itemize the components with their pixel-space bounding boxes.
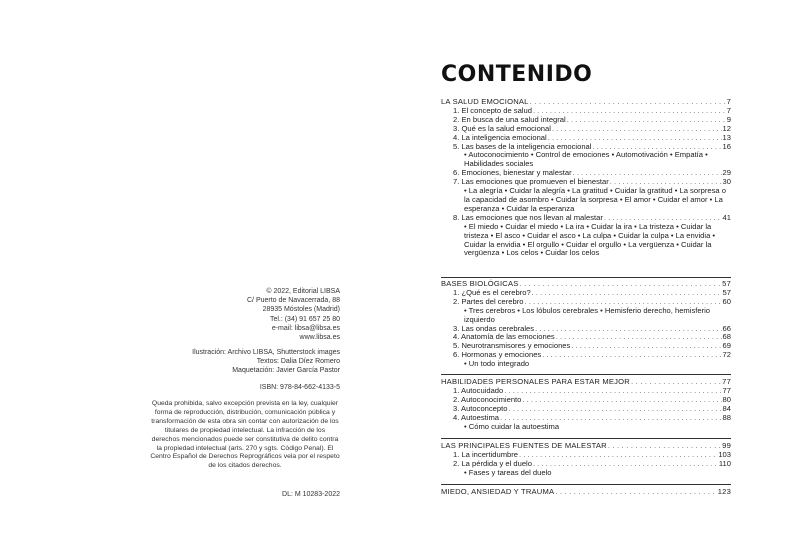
- address-street: C/ Puerto de Navacerrada, 88: [247, 297, 340, 305]
- toc-item[interactable]: 1. El concepto de salud . . . 7: [441, 107, 731, 116]
- toc-item-description: • El miedo • Cuidar el miedo • La ira • Cuidar la ira • La tristeza • Cuidar la tristeza • El asco • Cuidar el asco • La culpa • Cuidar la culpa • La envidia • Cuidar la envidia • El orgullo • Cuidar el orgullo • La vergüenza • Cuidar la vergüenza • Los celos • Cuidar los celos: [464, 221, 716, 258]
- toc-item[interactable]: 4. Autoestima . . . 88: [441, 414, 731, 423]
- toc-section-heading[interactable]: BASES BIOLÓGICAS . . . 57: [441, 280, 731, 289]
- section-divider: [441, 277, 731, 278]
- toc-section-5: [441, 488, 731, 497]
- section-divider: [441, 374, 731, 375]
- toc-item[interactable]: 5. Las bases de la inteligencia emocional . . . 16: [441, 143, 731, 152]
- dl-block: [282, 490, 340, 499]
- toc-section-3: [441, 378, 731, 431]
- toc-item-description: • Cómo cuidar la autoestima: [464, 421, 560, 431]
- toc-item[interactable]: 1. ¿Qué es el cerebro? . . . 57: [441, 289, 731, 298]
- section-divider: [441, 484, 731, 485]
- texts-line: Textos: Dalia Díez Romero: [256, 358, 340, 366]
- toc-item[interactable]: 6. Hormonas y emociones . . . 72: [441, 351, 731, 360]
- toc-section-heading[interactable]: MIEDO, ANSIEDAD Y TRAUMA . . . 123: [441, 488, 731, 497]
- page-title: CONTENIDO: [441, 62, 593, 87]
- toc-item[interactable]: 2. En busca de una salud integral . . . 9: [441, 116, 731, 125]
- toc-section-2: [441, 280, 731, 369]
- toc-item-description: • Fases y tareas del duelo: [464, 467, 552, 477]
- toc-item[interactable]: 3. Autoconcepto . . . 84: [441, 405, 731, 414]
- toc-item[interactable]: 1. La incertidumbre . . . 103: [441, 451, 731, 460]
- email: e-mail: libsa@libsa.es: [271, 324, 340, 332]
- toc-item[interactable]: 8. Las emociones que nos llevan al malestar . . . 41: [441, 214, 731, 223]
- toc-item[interactable]: 5. Neurotransmisores y emociones . . . 69: [441, 342, 731, 351]
- toc-section-heading[interactable]: LA SALUD EMOCIONAL . . . 7: [441, 98, 731, 107]
- toc-item[interactable]: 4. Anatomía de las emociones . . . 68: [441, 333, 731, 342]
- toc-item[interactable]: 2. Partes del cerebro . . . 60: [441, 298, 731, 307]
- legal-notice: Queda prohibida, salvo excepción prevista en la ley, cualquier forma de reproducción, distribución, comunicación pública y transformación de esta obra sin contar con autorización de los titulares de propiedad intelectual. La infracción de los derechos mencionados puede ser constitutiva de delito contra la propiedad intelectual (arts. 270 y sgts. Código Penal). El Centro Español de Derechos Reprográficos vela por el respeto de los citados derechos.: [150, 400, 340, 470]
- toc-section-4: [441, 442, 731, 478]
- address-city: 28935 Móstoles (Madrid): [262, 306, 340, 314]
- isbn: ISBN: 978-84-662-4133-5: [259, 384, 340, 391]
- section-divider: [441, 438, 731, 439]
- illustration-line: Ilustración: Archivo LIBSA, Shutterstock images: [192, 349, 340, 356]
- illustration-credits: [192, 348, 340, 376]
- toc-item[interactable]: 6. Emociones, bienestar y malestar . . . 29: [441, 169, 731, 178]
- toc-item-description: • Autoconocimiento • Control de emociones • Automotivación • Empatía • Habilidades sociales: [464, 150, 708, 169]
- toc-item[interactable]: 3. Las ondas cerebrales . . . 66: [441, 325, 731, 334]
- toc-item[interactable]: 2. La pérdida y el duelo . . . 110: [441, 460, 731, 469]
- layout-line: Maquetación: Javier García Pastor: [232, 367, 340, 375]
- toc-item[interactable]: 7. Las emociones que promueven el bienestar . . . 30: [441, 178, 731, 187]
- toc-item[interactable]: 2. Autoconocimiento . . . 80: [441, 396, 731, 405]
- credits-block: [247, 287, 340, 342]
- toc-item[interactable]: 3. Qué es la salud emocional . . . 12: [441, 125, 731, 134]
- toc-item[interactable]: 1. Autocuidado . . . 77: [441, 387, 731, 396]
- legal-deposit: DL: M 10283-2022: [282, 491, 340, 498]
- toc-item-description: • Un todo integrado: [464, 359, 530, 369]
- toc-item[interactable]: 4. La inteligencia emocional . . . 13: [441, 134, 731, 143]
- toc-item-description: • Tres cerebros • Los lóbulos cerebrales • Hemisferio derecho, hemisferio izquierdo: [464, 305, 711, 324]
- toc-section-1: [441, 98, 731, 258]
- phone: Tel.: (34) 91 657 25 80: [269, 315, 340, 323]
- website: www.libsa.es: [299, 334, 340, 342]
- copyright: © 2022, Editorial LIBSA: [266, 288, 340, 295]
- toc-item-description: • La alegría • Cuidar la alegría • La gratitud • Cuidar la gratitud • La sorpresa o la capacidad de asombro • Cuidar la sorpresa • El amor • Cuidar el amor • La esperanza • Cuidar la esperanza: [464, 186, 726, 213]
- isbn-block: [260, 383, 340, 392]
- toc-section-heading[interactable]: LAS PRINCIPALES FUENTES DE MALESTAR . . . 99: [441, 442, 731, 451]
- toc-section-heading[interactable]: HABILIDADES PERSONALES PARA ESTAR MEJOR . . . 77: [441, 378, 731, 387]
